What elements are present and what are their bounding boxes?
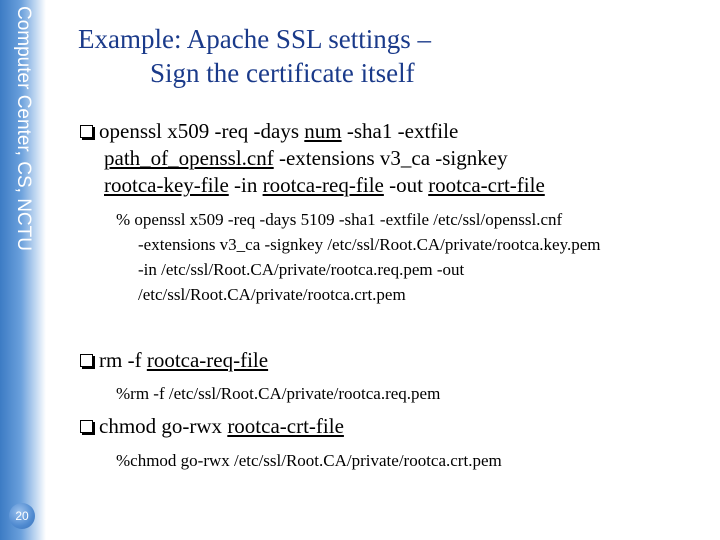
arg-req: rootca-req-file bbox=[262, 173, 384, 197]
bullet-line-2 bbox=[80, 145, 700, 172]
sidebar bbox=[0, 0, 46, 540]
bullet-text: -sha1 -extfile bbox=[341, 119, 459, 143]
example-line-1: %chmod go-rwx /etc/ssl/Root.CA/private/rootca.crt.pem bbox=[116, 451, 502, 470]
example-line-1: % openssl x509 -req -days 5109 -sha1 -extfile /etc/ssl/openssl.cnf bbox=[116, 210, 563, 229]
bullet-text: -extensions v3_ca -signkey bbox=[273, 146, 508, 170]
slide-title bbox=[78, 22, 698, 90]
checkbox-bullet-icon bbox=[80, 420, 93, 433]
example-openssl bbox=[116, 207, 716, 307]
arg-crt: rootca-crt-file bbox=[428, 173, 545, 197]
bullet-chmod bbox=[80, 413, 700, 440]
bullet-openssl bbox=[80, 118, 700, 199]
example-line-1: %rm -f /etc/ssl/Root.CA/private/rootca.req.pem bbox=[116, 384, 441, 403]
bullet-line-3 bbox=[80, 172, 700, 199]
title-line-1: Example: Apache SSL settings – bbox=[78, 24, 431, 54]
bullet-text: rm -f bbox=[99, 348, 147, 372]
arg-crt-file: rootca-crt-file bbox=[227, 414, 344, 438]
arg-req-file: rootca-req-file bbox=[146, 348, 269, 372]
bullet-rm bbox=[80, 347, 700, 374]
arg-path: path_of_openssl.cnf bbox=[104, 146, 274, 170]
arg-num: num bbox=[304, 119, 342, 143]
sidebar-label: Computer Center, CS, NCTU bbox=[13, 6, 34, 251]
checkbox-bullet-icon bbox=[80, 354, 93, 367]
example-line-3: -in /etc/ssl/Root.CA/private/rootca.req.pem -out bbox=[138, 260, 465, 279]
page-number-badge: 20 bbox=[9, 503, 35, 529]
checkbox-bullet-icon bbox=[80, 125, 93, 138]
example-line-2: -extensions v3_ca -signkey /etc/ssl/Root.CA/private/rootca.key.pem bbox=[138, 235, 601, 254]
example-line-4: /etc/ssl/Root.CA/private/rootca.crt.pem bbox=[138, 285, 406, 304]
title-line-2: Sign the certificate itself bbox=[150, 58, 415, 88]
bullet-text: chmod go-rwx bbox=[99, 414, 228, 438]
bullet-text: -out bbox=[383, 173, 429, 197]
bullet-text: openssl x509 -req -days bbox=[99, 119, 305, 143]
example-rm bbox=[116, 381, 716, 406]
bullet-text: -in bbox=[228, 173, 263, 197]
example-chmod bbox=[116, 448, 716, 473]
arg-key: rootca-key-file bbox=[104, 173, 229, 197]
